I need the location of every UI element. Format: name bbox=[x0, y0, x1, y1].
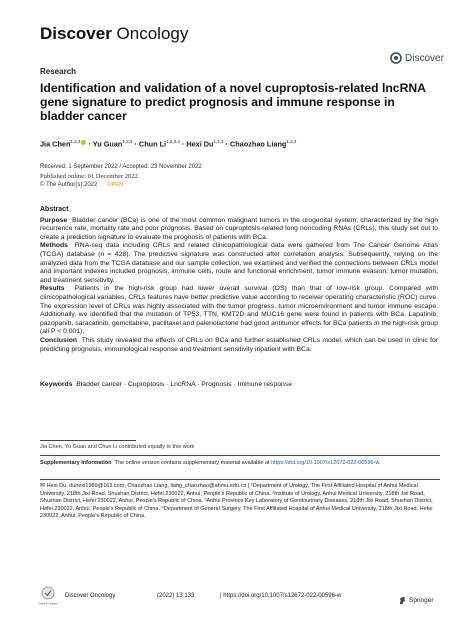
corresponding-contacts[interactable]: Hexi Du, duhexi1989@163.com; Chaozhao Liang, liang_chaozhao@ahmu.edu.cn | bbox=[46, 483, 250, 489]
published-online: Published online: 01 December 2022 bbox=[40, 173, 138, 180]
author-affiliation: 1,2,3 bbox=[213, 139, 224, 144]
abstract-results: Results Patients in the high-risk group had lower overall survival (OS) than that of low-risk group. Compared with clinicopathological variables, CRLs features have better predictive value according to receiver operating characteristic (ROC) curve. The expression level of CRLs was highly associated with the tumor progress, tumor microenvironment and tumor immune escape. Additionally, we identified that the mutation of TP53, TTN, KMT2D and MUC16 gene were found in patients with BCa. Lapatinib, pazopanib, saracatinib, gemcitabine, paclitaxel and palenolactone had good antitumor effects for BCa patients in the high-risk group (all P < 0.001). bbox=[40, 285, 438, 336]
springer-label: Springer bbox=[409, 597, 434, 604]
supplementary-link[interactable]: https://doi.org/10.1007/s12672-022-00596-w. bbox=[271, 460, 381, 466]
author-name[interactable]: Hexi Du bbox=[186, 139, 214, 149]
page-footer bbox=[40, 586, 440, 608]
author-affiliation: 1,2,3 bbox=[70, 139, 81, 144]
affiliation-text: ¹Department of Urology, The First Affiliated Hospital of Anhui Medical University, 218th Jixi Road, Shushan District, Hefei 230022, Anhui, People's Republic of China. ²Institute of Urology, Anhui Medical University, 218th Jixi Road, Shushan District, Hefei 230022, Anhui, People's Republic of China. ³Anhui Province Key Laboratory of Genitourinary Diseases, 218th Jixi Road, Shushan District, Hefei 230022, Anhui, People's Republic of China. ⁴Department of General Surgery, The First Affiliated Hospital of Anhui Medical University, 218th Jixi Road, Hefei 230022, Anhui, People's Republic of China. bbox=[40, 483, 433, 520]
author-name[interactable]: Yu Guan bbox=[92, 139, 123, 149]
supplementary-info: Supplementary Information The online version contains supplementary material available at https://doi.org/10.1007/s12672-022-00596-w. bbox=[40, 460, 381, 466]
article-dates bbox=[40, 163, 202, 190]
affiliations bbox=[40, 483, 440, 521]
crossmark-label: Check for updates bbox=[38, 602, 58, 606]
author-affiliation: 1,2,3 bbox=[122, 139, 133, 144]
copyright-line: © The Author(s) 2022 OPEN bbox=[40, 182, 123, 188]
footer-volume: (2022) 13:133 bbox=[157, 593, 195, 599]
received-accepted: Received: 1 September 2022 / Accepted: 23 November 2022 bbox=[40, 164, 202, 170]
author-affiliation: 1,2,3 bbox=[286, 139, 297, 144]
crossmark-icon[interactable] bbox=[40, 586, 56, 606]
discover-logo-label: Discover bbox=[405, 52, 444, 64]
orcid-icon[interactable] bbox=[81, 140, 86, 145]
section-divider bbox=[40, 455, 440, 456]
contribution-note: Jia Chen, Yu Guan and Chun Li contributed equally to this work bbox=[40, 444, 195, 450]
abstract bbox=[40, 206, 438, 354]
author-list: Jia Chen$^{1,2,3}$ · Yu Guan$^{1,2,3}$ · Chun Li$^{1,2,3,4}$ · Hexi Du$^{1,2,3}$ · Chaozhao Liang$^{1,2,3}$ bbox=[40, 139, 297, 149]
abstract-methods: Methods RNA-seq data including CRLs and related clinicopathological data were gathered from The Cancer Genome Atlas (TCGA) database (n = 428). The predictive signature was constructed after correlation analysis. Subsequently, relying on the analyzed data from the TCGA database and our sample collection, we examined and verified the connections between CRLs model and important indexes included prognosis, immune cells, route and functional enrichment, tumor immune evasion, tumor mutation, and treatment sensitivity. bbox=[40, 242, 438, 284]
author-affiliation: 1,2,3,4 bbox=[166, 139, 180, 144]
article-type: Research bbox=[40, 67, 77, 76]
journal-name: Discover Oncology bbox=[40, 24, 189, 43]
author-name[interactable]: Chun Li bbox=[138, 139, 167, 149]
springer-logo bbox=[398, 596, 434, 605]
footer-journal: Discover Oncology bbox=[65, 593, 116, 599]
footnote-divider bbox=[40, 440, 136, 441]
springer-horse-icon bbox=[398, 596, 407, 605]
envelope-icon: ✉ bbox=[40, 483, 46, 489]
author-name[interactable]: Jia Chen bbox=[40, 139, 71, 149]
abstract-purpose: Purpose Bladder cancer (BCa) is one of the most common malignant tumors in the urogenital system, characterized by the high recurrence rate, mortality rate and poor prognosis. Based on cuproptosis-related long noncoding RNAs (CRLs), this study set out to create a prediction signature to evaluate the prognosis of patients with BCa. bbox=[40, 216, 438, 241]
abstract-heading: Abstract bbox=[40, 206, 69, 213]
discover-logo bbox=[390, 52, 444, 64]
article-title: Identification and validation of a novel cuproptosis-related lncRNA gene signature to predict prognosis and immune response in bladder cancer bbox=[40, 81, 426, 123]
keywords: Keywords Bladder cancer · Cuproptosis · LncRNA · Prognosis · Immune response bbox=[40, 381, 292, 388]
abstract-conclusion: Conclusion This study revealed the effects of CRLs on BCa and further established CRLs model, which can be used in clinic for predicting prognosis, immunological response and treatment sensitivity inpatient with BCa. bbox=[40, 336, 439, 353]
footer-doi[interactable]: | https://doi.org/10.1007/s12672-022-00596-w bbox=[220, 593, 342, 599]
section-divider bbox=[40, 479, 440, 480]
open-access-badge: OPEN bbox=[107, 182, 123, 188]
discover-logo-icon bbox=[390, 52, 402, 64]
author-name[interactable]: Chaozhao Liang bbox=[230, 139, 287, 149]
